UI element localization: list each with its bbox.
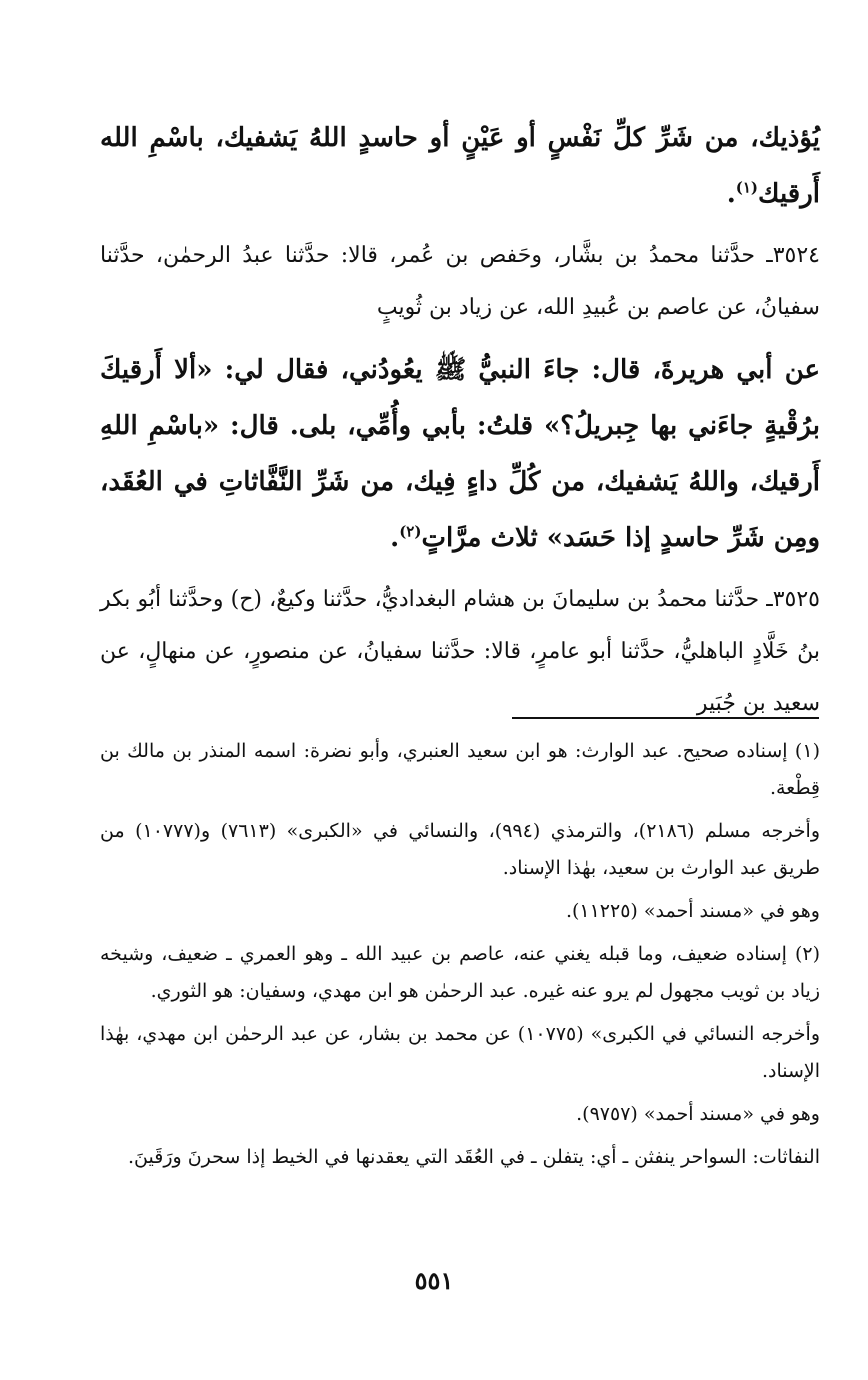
footnotes xyxy=(100,733,820,1182)
footnote-2-musnad: وهو في «مسند أحمد» (٩٧٥٧). xyxy=(576,1103,820,1125)
hadith-3524-matn-text: عن أبي هريرةَ، قال: جاءَ النبيُّ ﷺ يعُودُني، فقال لي: «ألا أَرقيكَ برُقْيةٍ جاءَني بها جِبريلُ؟» قلتُ: بأبي وأُمِّي، بلى. قال: «باسْمِ اللهِ أَرقيك، واللهُ يَشفيك، من كُلِّ داءٍ فِيك، من شَرِّ النَّفَّاثاتِ في العُقَد، ومِن شَرِّ حاسدٍ إذا حَسَد» ثلاث مرَّاتٍ xyxy=(100,355,820,553)
footnote-2-gloss: النفاثات: السواحر ينفثن ـ أي: يتفلن ـ في العُقَد التي يعقدنها في الخيط إذا سحرنَ ورَقَينَ. xyxy=(128,1146,820,1168)
hadith-3525-isnad: ٣٥٢٥ـ حدَّثنا محمدُ بن سليمانَ بن هشام البغداديُّ، حدَّثنا وكيعٌ، (ح) وحدَّثنا أبُو بكر بنُ خَلَّادٍ الباهليُّ، حدَّثنا أبو عامرٍ، قالا: حدَّثنا سفيانُ، عن منصورٍ، عن منهالٍ، عن سعيد بن جُبَير xyxy=(100,587,820,716)
footnote-1-musnad: وهو في «مسند أحمد» (١١٢٢٥). xyxy=(565,900,820,922)
footnote-1-takhrij: وأخرجه مسلم (٢١٨٦)، والترمذي (٩٩٤)، والنسائي في «الكبرى» (٧٦١٣) و(١٠٧٧٧) من طريق عبد الوارث بن سعيد، بهٰذا الإسناد. xyxy=(100,820,820,879)
main-text xyxy=(100,110,820,730)
footnote-ref-2: (٢) xyxy=(399,522,422,541)
hadith-3524-matn xyxy=(100,342,820,566)
footnote-2: (٢) إسناده ضعيف، وما قبله يغني عنه، عاصم بن عبيد الله ـ وهو العمري ـ ضعيف، وشيخه زياد بن ثويب مجهول لم يرو عنه غيره. عبد الرحمٰن هو ابن مهدي، وسفيان: هو الثوري. xyxy=(100,943,820,1002)
footnote-ref-1: (١) xyxy=(735,178,759,197)
page-number: ٥٥١ xyxy=(414,1266,454,1295)
paragraph-continuation-text: يُؤذيك، من شَرِّ كلِّ نَفْسٍ أو عَيْنٍ أو حاسدٍ اللهُ يَشفيك، باسْمِ الله أَرقيك xyxy=(100,123,820,209)
footnote-divider xyxy=(512,717,819,719)
hadith-3524-isnad: ٣٥٢٤ـ حدَّثنا محمدُ بن بشَّار، وحَفص بن عُمر، قالا: حدَّثنا عبدُ الرحمٰن، حدَّثنا سفيانُ، عن عاصم بن عُبيدِ الله، عن زياد بن ثُويبٍ xyxy=(100,243,820,320)
paragraph-continuation-end: . xyxy=(726,179,736,209)
footnote-1: (١) إسناده صحيح. عبد الوارث: هو ابن سعيد العنبري، وأبو نضرة: اسمه المنذر بن مالك بن قِطْعة. xyxy=(100,740,820,799)
paragraph-continuation xyxy=(100,110,820,222)
hadith-3524-matn-end: . xyxy=(390,523,400,553)
footnote-2-takhrij: وأخرجه النسائي في الكبرى» (١٠٧٧٥) عن محمد بن بشار، عن عبد الرحمٰن ابن مهدي، بهٰذا الإسناد. xyxy=(100,1023,821,1082)
